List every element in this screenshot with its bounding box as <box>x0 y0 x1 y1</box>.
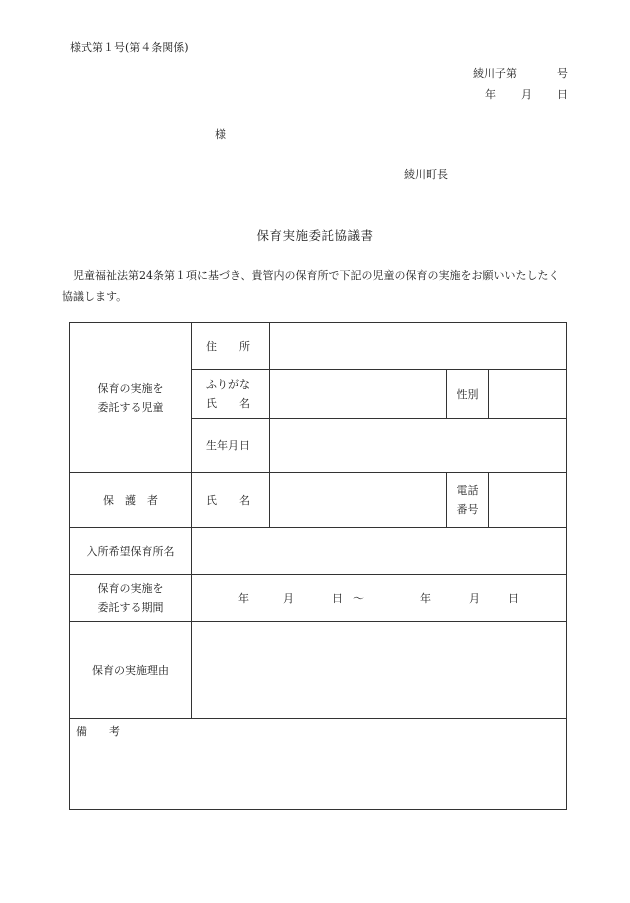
period-day-end: 日 <box>508 591 519 605</box>
period-field[interactable] <box>192 575 567 622</box>
reason-label: 保育の実施理由 <box>70 622 192 719</box>
document-title: 保育実施委託協議書 <box>256 228 374 243</box>
body-text: 児童福祉法第24条第１項に基づき、貴管内の保育所で下記の児童の保育の実施をお願いいたしたく協議します。 <box>62 269 560 303</box>
period-year-start: 年 <box>238 591 249 605</box>
child-name-label: ふりがな 氏 名 <box>192 370 270 419</box>
phone-field[interactable] <box>489 473 567 528</box>
period-month-end: 月 <box>469 591 480 605</box>
birthdate-label: 生年月日 <box>192 419 270 473</box>
recipient: 様 <box>215 128 226 141</box>
birthdate-field[interactable] <box>270 419 567 473</box>
phone-label: 電話 番号 <box>447 473 489 528</box>
address-field[interactable] <box>270 323 567 370</box>
period-label: 保育の実施を 委託する期間 <box>70 575 192 622</box>
document-date <box>485 86 568 102</box>
table-row <box>70 622 567 719</box>
table-row <box>70 473 567 528</box>
remarks-field[interactable] <box>70 719 567 810</box>
guardian-name-field[interactable] <box>270 473 447 528</box>
document-number <box>473 65 568 81</box>
gender-field[interactable] <box>489 370 567 419</box>
guardian-label: 保 護 者 <box>70 473 192 528</box>
date-day: 日 <box>557 88 568 101</box>
doc-number-prefix: 綾川子第 <box>473 67 517 80</box>
form-table <box>69 322 567 810</box>
remarks-label: 備 考 <box>76 725 120 738</box>
sender: 綾川町長 <box>404 168 448 181</box>
desired-nursery-field[interactable] <box>192 528 567 575</box>
doc-number-suffix: 号 <box>557 67 568 80</box>
table-row <box>70 528 567 575</box>
child-name-field[interactable] <box>270 370 447 419</box>
child-section-label: 保育の実施を 委託する児童 <box>70 323 192 473</box>
guardian-name-label: 氏 名 <box>192 473 270 528</box>
period-day-start: 日 <box>332 591 343 605</box>
address-label: 住 所 <box>192 323 270 370</box>
table-row <box>70 575 567 622</box>
period-year-end: 年 <box>420 591 431 605</box>
date-month: 月 <box>521 88 532 101</box>
gender-label: 性別 <box>447 370 489 419</box>
reason-field[interactable] <box>192 622 567 719</box>
date-year: 年 <box>485 88 496 101</box>
table-row <box>70 323 567 370</box>
form-number: 様式第１号(第４条関係) <box>70 41 189 54</box>
desired-nursery-label: 入所希望保育所名 <box>70 528 192 575</box>
table-row <box>70 719 567 810</box>
period-month-start: 月 <box>283 591 294 605</box>
period-tilde: ～ <box>353 591 364 605</box>
